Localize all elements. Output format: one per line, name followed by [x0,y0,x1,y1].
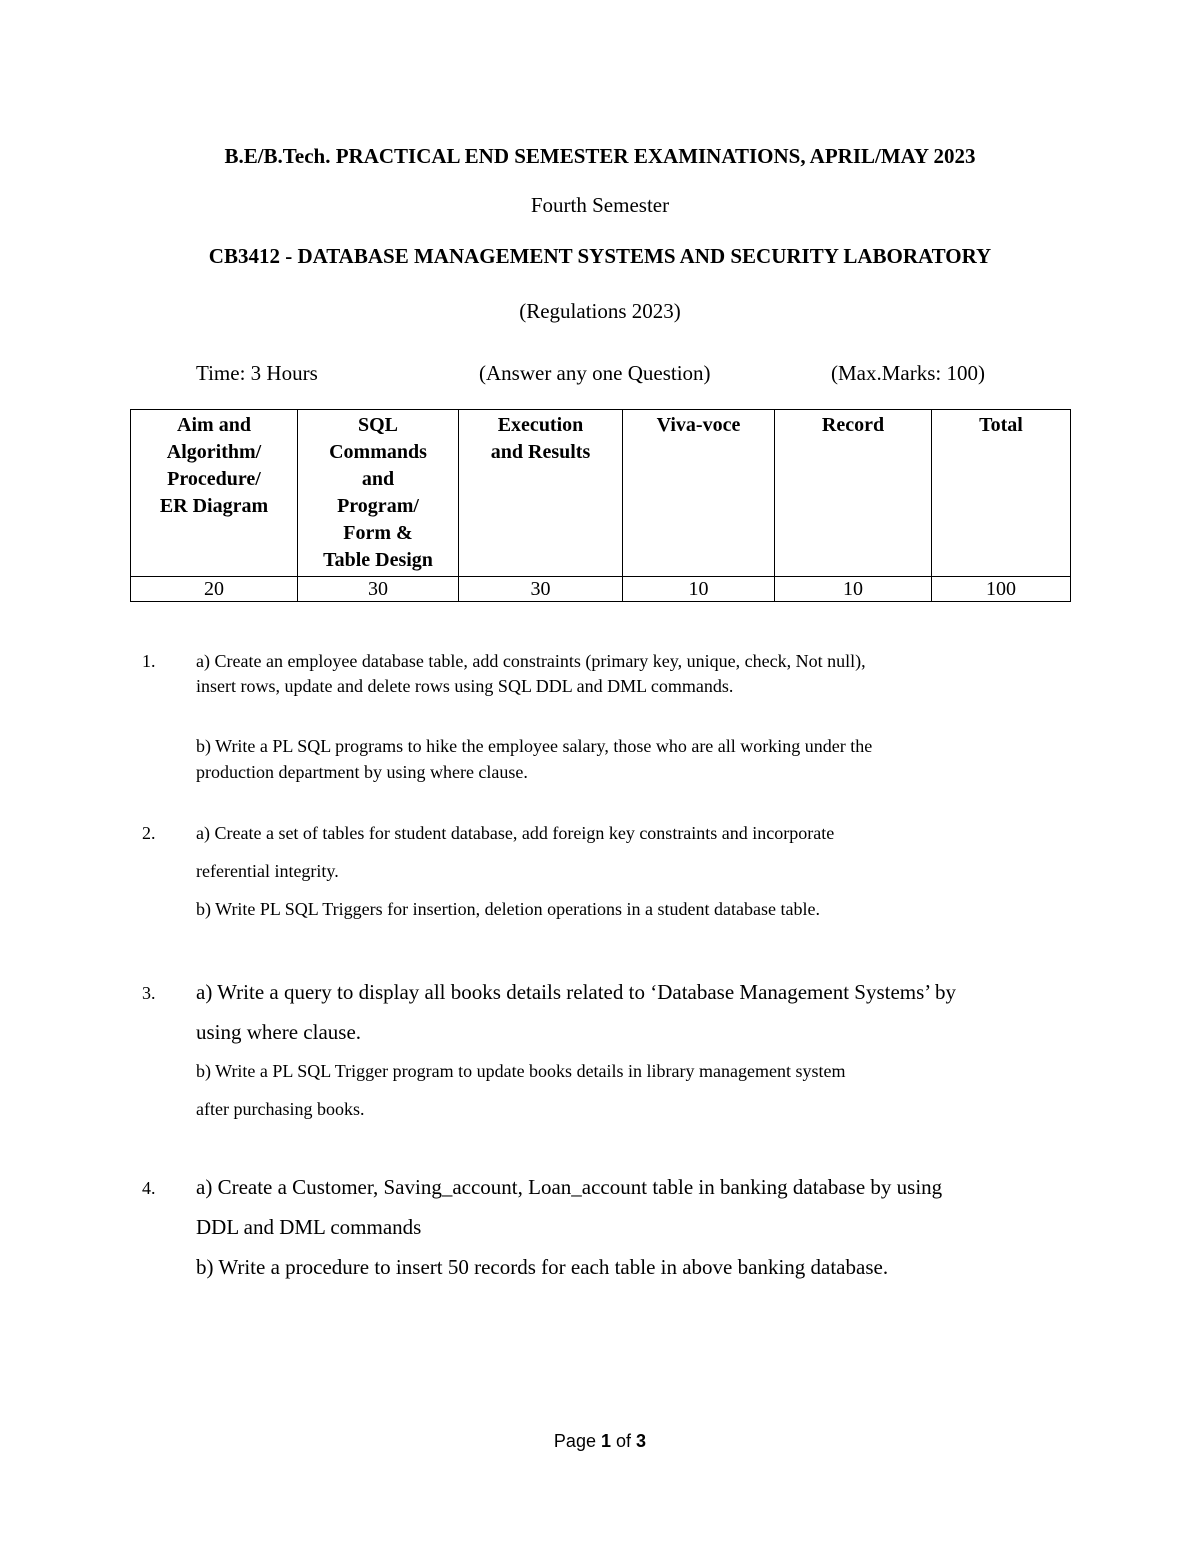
question-text-line: b) Write a procedure to insert 50 records for each table in above banking database. [196,1255,889,1279]
answer-instruction: (Answer any one Question) [479,361,711,385]
marks-distribution-table [130,409,1071,602]
of-label: of [616,1431,632,1451]
page-current: 1 [600,1431,611,1451]
header-line: Algorithm/ [166,441,262,463]
header-line: Procedure/ [167,468,261,490]
header-cell-execution [459,410,623,577]
header-line: Total [979,414,1023,436]
question-text-line: production department by using where clause. [196,762,528,782]
value-cell-sql: 30 [298,577,459,602]
header-line: Form & [343,522,413,544]
header-line: Execution [497,414,584,436]
question-text-line: after purchasing books. [196,1099,365,1119]
question-number: 3. [142,983,156,1003]
header-cell-aim [131,410,298,577]
page-label: Page [553,1431,596,1451]
question-text-line: b) Write a PL SQL programs to hike the employee salary, those who are all working under the [196,736,873,756]
header-cell-record [775,410,932,577]
question-text-line: using where clause. [196,1020,362,1044]
value-cell-execution: 30 [459,577,623,602]
header-line: Viva-voce [656,414,741,436]
question-text-line: DDL and DML commands [196,1215,422,1239]
header-line: Record [821,414,885,436]
value-cell-aim: 20 [131,577,298,602]
question-number: 1. [142,651,156,671]
header-line: and [361,468,395,490]
header-line: Commands [329,441,427,463]
question-text-line: a) Create an employee database table, add constraints (primary key, unique, check, Not null), [196,651,866,671]
exam-title: B.E/B.Tech. PRACTICAL END SEMESTER EXAMINATIONS, APRIL/MAY 2023 [224,144,976,168]
header-line: and Results [490,441,591,463]
page-footer [0,1431,1200,1452]
table-values-row [131,577,1071,602]
header-line: Program/ [337,495,419,517]
value-cell-viva: 10 [623,577,775,602]
question-text-line: a) Write a query to display all books details related to ‘Database Management Systems’ by [196,980,956,1004]
regulations-label: (Regulations 2023) [519,299,681,323]
question-text-line: insert rows, update and delete rows using SQL DDL and DML commands. [196,676,734,696]
course-title: CB3412 - DATABASE MANAGEMENT SYSTEMS AND SECURITY LABORATORY [208,244,992,268]
question-number: 2. [142,823,156,843]
header-line: SQL [357,414,399,436]
max-marks: (Max.Marks: 100) [831,361,985,385]
question-text-line: a) Create a set of tables for student database, add foreign key constraints and incorporate [196,823,835,843]
header-cell-viva [623,410,775,577]
value-cell-record: 10 [775,577,932,602]
header-line: Table Design [323,549,433,571]
question-number: 4. [142,1178,156,1198]
table-header-row [131,410,1071,577]
page-total: 3 [636,1431,647,1451]
header-line: ER Diagram [159,495,269,517]
exam-duration: Time: 3 Hours [196,361,318,385]
question-text-line: b) Write a PL SQL Trigger program to update books details in library management system [196,1061,846,1081]
header-cell-total [932,410,1071,577]
question-text-line: a) Create a Customer, Saving_account, Loan_account table in banking database by using [196,1175,943,1199]
semester-label: Fourth Semester [530,193,670,217]
question-text-line: referential integrity. [196,861,339,881]
header-cell-sql [298,410,459,577]
question-text-line: b) Write PL SQL Triggers for insertion, deletion operations in a student database table. [196,899,820,919]
header-line: Aim and [177,414,251,436]
value-cell-total: 100 [932,577,1071,602]
